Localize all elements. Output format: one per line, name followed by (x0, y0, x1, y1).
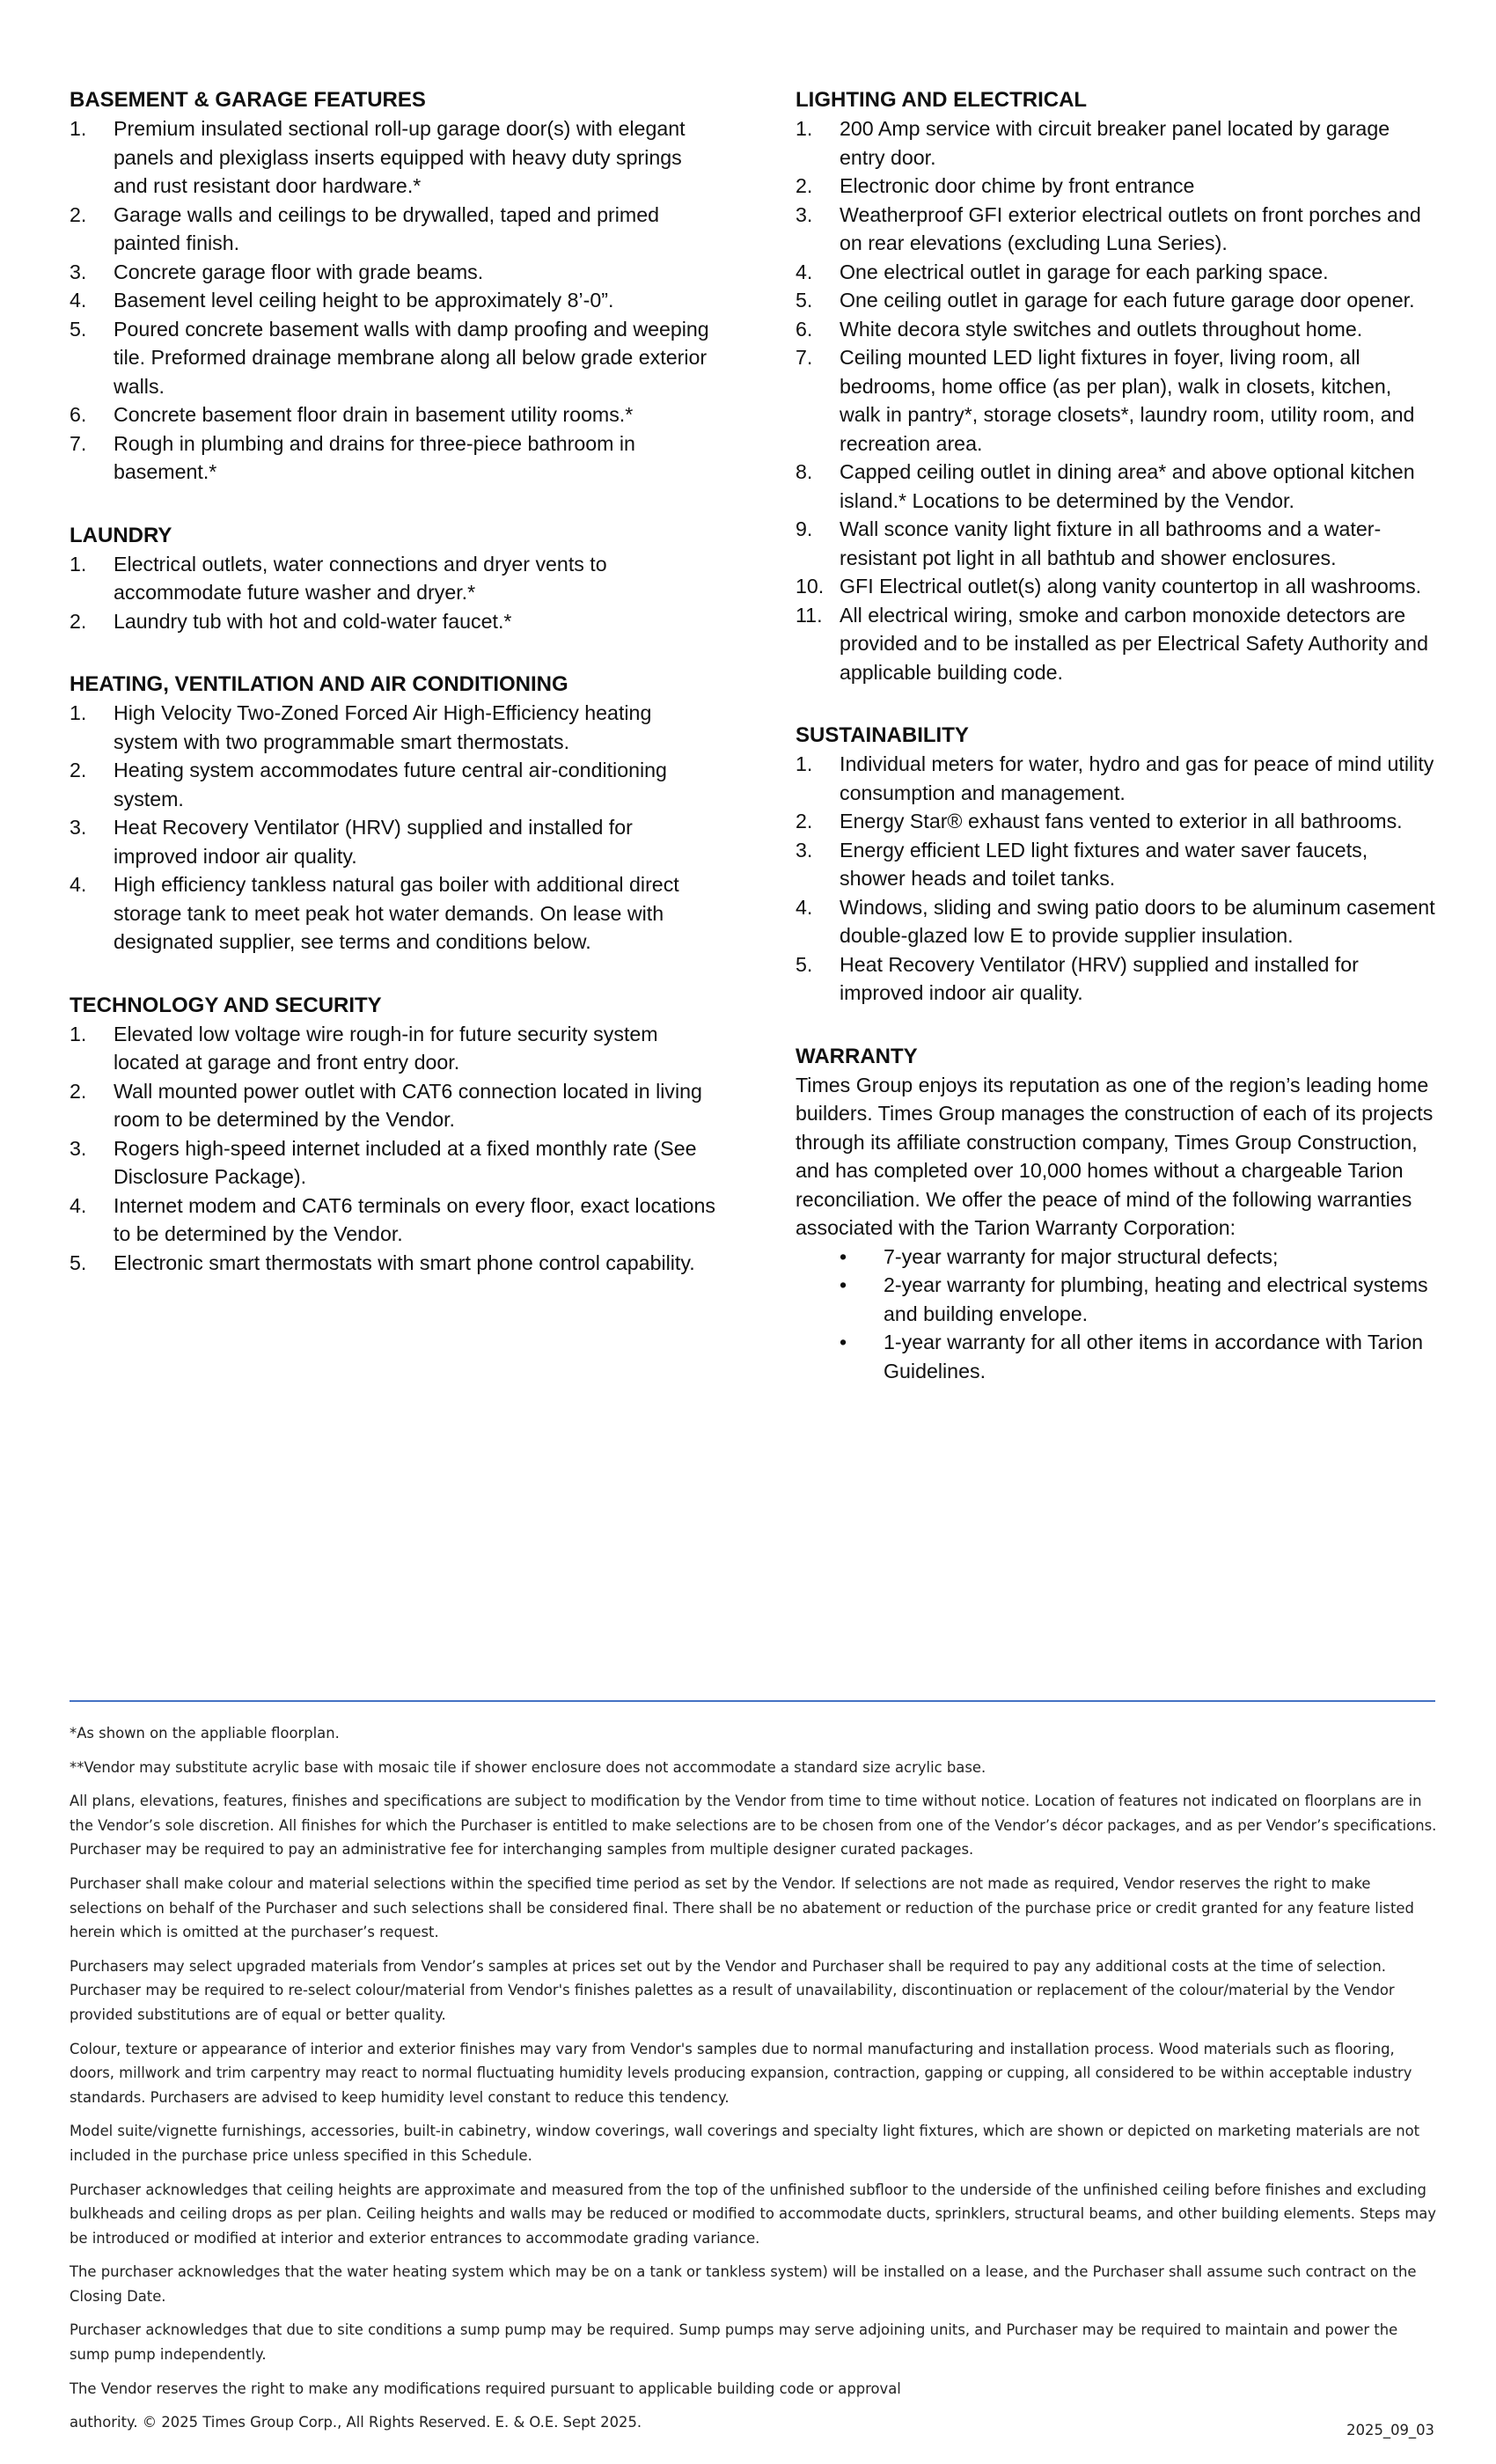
right-column (796, 86, 1438, 1420)
list-item (796, 750, 1438, 807)
list-item (796, 343, 1438, 458)
bullet-text: 7-year warranty for major structural defects; (884, 1244, 1279, 1268)
list-item (796, 807, 1438, 836)
item-number: 2. (70, 609, 87, 633)
section-title: LIGHTING AND ELECTRICAL (796, 88, 1088, 112)
item-number: 5. (796, 289, 813, 312)
item-text: Energy Star® exhaust fans vented to exterior in all bathrooms. (840, 810, 1403, 832)
item-text: Ceiling mounted LED light fixtures in foyer, living room, all bedrooms, home office (as per plan), walk in closets, kitchen, walk in pantry*, storage closets*, laundry room, utility room, and recreation area. (840, 346, 1415, 455)
item-text: Capped ceiling outlet in dining area* and above optional kitchen island.* Locations to be determined by the Vendor. (840, 460, 1415, 512)
item-number: 4. (70, 289, 87, 312)
list-item (70, 286, 721, 315)
item-text: Weatherproof GFI exterior electrical outlets on front porches and on rear elevations (excluding Luna Series). (840, 202, 1421, 254)
bullet-marker: • (840, 1273, 847, 1296)
item-number: 6. (70, 403, 87, 426)
item-text: Rough in plumbing and drains for three-piece bathroom in basement.* (114, 431, 635, 483)
item-text: Wall mounted power outlet with CAT6 connection located in living room to be determined by the Vendor. (114, 1079, 702, 1131)
list-item (796, 893, 1438, 950)
list-item (796, 315, 1438, 344)
left-column (70, 86, 721, 1312)
list-item (70, 813, 721, 870)
list-item (70, 870, 721, 957)
warranty-bullet (840, 1271, 1438, 1328)
item-text: 200 Amp service with circuit breaker panel located by garage entry door. (840, 117, 1390, 169)
item-text: Heat Recovery Ventilator (HRV) supplied and installed for improved indoor air quality. (840, 952, 1359, 1004)
item-number: 3. (70, 816, 87, 839)
feature-list (796, 750, 1438, 1008)
item-number: 5. (796, 952, 813, 976)
feature-section (70, 86, 721, 487)
list-item (796, 950, 1438, 1008)
list-item (796, 572, 1438, 601)
item-number: 3. (70, 1136, 87, 1160)
item-text: Energy efficient LED light fixtures and water saver faucets, shower heads and toilet tanks. (840, 838, 1368, 890)
footnote-paragraph: Purchaser acknowledges that due to site conditions a sump pump may be required. Sump pumps may serve adjoining units, and Purchaser may be required to maintain and power the sump pump independently. (70, 2321, 1398, 2364)
list-item (70, 429, 721, 487)
list-item (796, 172, 1438, 201)
item-number: 1. (796, 117, 813, 140)
list-item (796, 258, 1438, 287)
feature-section (70, 992, 721, 1278)
item-number: 1. (70, 117, 87, 140)
item-text: GFI Electrical outlet(s) along vanity countertop in all washrooms. (840, 575, 1422, 598)
item-text: High Velocity Two-Zoned Forced Air High-Efficiency heating system with two programmable smart thermostats. (114, 701, 652, 753)
footnote-paragraph: Model suite/vignette furnishings, accessories, built-in cabinetry, window coverings, wall coverings and specialty light fixtures, which are shown or depicted on marketing materials are not included in the purchase price unless specified in this Schedule. (70, 2123, 1420, 2164)
footnotes (70, 1721, 1438, 2445)
item-number: 7. (796, 346, 813, 369)
bullet-text: 1-year warranty for all other items in accordance with Tarion Guidelines. (884, 1331, 1424, 1382)
footnote-paragraph: authority. © 2025 Times Group Corp., All Rights Reserved. E. & O.E. Sept 2025. (70, 2414, 642, 2431)
item-number: 7. (70, 431, 87, 455)
section-title: HEATING, VENTILATION AND AIR CONDITIONING (70, 672, 568, 696)
feature-section (70, 522, 721, 636)
footnote-paragraph: The purchaser acknowledges that the water heating system which may be on a tank or tankless system) will be installed on a lease, and the Purchaser shall assume such contract on the Closing Date. (70, 2263, 1417, 2305)
item-text: Electrical outlets, water connections and dryer vents to accommodate future washer and dryer.* (114, 552, 607, 604)
item-number: 5. (70, 317, 87, 341)
footnote-paragraph: The Vendor reserves the right to make any modifications required pursuant to applicable building code or approval (70, 2380, 901, 2397)
item-text: Concrete basement floor drain in basement utility rooms.* (114, 403, 634, 426)
section-title: SUSTAINABILITY (796, 723, 969, 747)
list-item (70, 1249, 721, 1278)
feature-section (796, 86, 1438, 686)
section-title: WARRANTY (796, 1044, 918, 1068)
item-text: Electronic door chime by front entrance (840, 174, 1195, 197)
item-number: 4. (70, 1193, 87, 1217)
item-number: 4. (70, 873, 87, 896)
item-text: Internet modem and CAT6 terminals on every floor, exact locations to be determined by the Vendor. (114, 1193, 715, 1245)
item-number: 3. (796, 202, 813, 226)
item-number: 2. (70, 759, 87, 781)
item-number: 1. (70, 1022, 87, 1045)
item-text: One ceiling outlet in garage for each future garage door opener. (840, 289, 1415, 312)
section-title: BASEMENT & GARAGE FEATURES (70, 88, 426, 112)
item-number: 10. (796, 575, 825, 598)
list-item (70, 607, 721, 636)
item-number: 5. (70, 1250, 87, 1274)
item-text: Garage walls and ceilings to be drywalled, taped and primed painted finish. (114, 202, 659, 254)
item-text: Poured concrete basement walls with damp proofing and weeping tile. Preformed drainage membrane along all below grade exterior walls. (114, 317, 709, 398)
feature-section (796, 722, 1438, 1008)
footnote-paragraph: **Vendor may substitute acrylic base with mosaic tile if shower enclosure does not accommodate a standard size acrylic base. (70, 1758, 986, 1776)
feature-list (70, 699, 721, 957)
section-title: LAUNDRY (70, 523, 172, 547)
item-number: 3. (796, 838, 813, 862)
warranty-list (796, 1243, 1438, 1386)
list-item (70, 1192, 721, 1249)
footnote-paragraph: Purchaser acknowledges that ceiling heights are approximate and measured from the top of the unfinished subfloor to the underside of the unfinished ceiling before finishes and excluding bulkheads and ceiling drops as per plan. Ceiling heights and walls may be reduced or modified to accommodate ducts, sprinklers, structural beams, and other building elements. Steps may be introduced or modified at interior and exterior entrances to accommodate grading variance. (70, 2181, 1436, 2247)
item-number: 2. (70, 1079, 87, 1103)
item-text: Wall sconce vanity light fixture in all bathrooms and a water-resistant pot light in all bathtub and shower enclosures. (840, 517, 1382, 569)
footnote-paragraph: Colour, texture or appearance of interior and exterior finishes may vary from Vendor's samples due to normal manufacturing and installation process. Wood materials such as flooring, doors, millwork and trim carpentry may react to normal fluctuating humidity levels producing expansion, contraction, gapping or cupping, all considered to be within acceptable industry standards. Purchasers are advised to keep humidity level constant to reduce this tendency. (70, 2040, 1412, 2106)
item-text: Laundry tub with hot and cold-water faucet.* (114, 609, 512, 633)
item-number: 6. (796, 317, 813, 341)
list-item (70, 699, 721, 756)
bullet-marker: • (840, 1244, 847, 1268)
list-item (796, 515, 1438, 572)
item-text: Individual meters for water, hydro and gas for peace of mind utility consumption and management. (840, 752, 1434, 804)
list-item (70, 114, 721, 201)
item-text: Rogers high-speed internet included at a fixed monthly rate (See Disclosure Package). (114, 1136, 697, 1188)
list-item (796, 836, 1438, 893)
list-item (70, 1077, 721, 1134)
item-text: Heat Recovery Ventilator (HRV) supplied and installed for improved indoor air quality. (114, 816, 633, 868)
warranty-bullet (840, 1243, 1438, 1272)
item-text: One electrical outlet in garage for each parking space. (840, 260, 1329, 283)
item-number: 1. (796, 752, 813, 775)
list-item (796, 458, 1438, 515)
bullet-text: 2-year warranty for plumbing, heating and electrical systems and building envelope. (884, 1273, 1428, 1325)
list-item (70, 1134, 721, 1192)
list-item (70, 400, 721, 429)
bullet-marker: • (840, 1331, 847, 1353)
list-item (70, 756, 721, 813)
item-text: Concrete garage floor with grade beams. (114, 260, 484, 283)
footnote-paragraph: All plans, elevations, features, finishes and specifications are subject to modification by the Vendor from time to time without notice. Location of features not indicated on floorplans are in the Vendor’s sole discretion. All finishes for which the Purchaser is entitled to make selections are to be chosen from one of the Vendor’s décor packages, and as per Vendor’s specifications. Purchaser may be required to pay an administrative fee for interchanging samples from multiple designer curated packages. (70, 1793, 1437, 1859)
list-item (796, 286, 1438, 315)
section-title: TECHNOLOGY AND SECURITY (70, 993, 382, 1017)
warranty-bullet (840, 1328, 1438, 1385)
item-text: All electrical wiring, smoke and carbon monoxide detectors are provided and to be installed as per Electrical Safety Authority and applicable building code. (840, 603, 1428, 684)
feature-list (796, 114, 1438, 686)
feature-list (70, 550, 721, 636)
list-item (70, 315, 721, 401)
list-item (70, 258, 721, 287)
footnote-paragraph: Purchaser shall make colour and material selections within the specified time period as set by the Vendor. If selections are not made as required, Vendor reserves the right to make selections on behalf of the Purchaser and such selections shall be considered final. There shall be no abatement or reduction of the purchase price or credit granted for any feature listed herein which is omitted at the purchaser’s request. (70, 1874, 1414, 1941)
warranty-paragraph: Times Group enjoys its reputation as one of the region’s leading home builders. Times Group manages the construction of each of its projects through its affiliate construction company, Times Group Construction, and has completed over 10,000 homes without a chargeable Tarion reconciliation. We offer the peace of mind of the following warranties associated with the Tarion Warranty Corporation: (796, 1073, 1434, 1239)
item-number: 9. (796, 517, 813, 540)
item-text: Windows, sliding and swing patio doors to be aluminum casement double-glazed low E to provide supplier insulation. (840, 895, 1435, 947)
feature-list (70, 114, 721, 487)
warranty-section (796, 1043, 1438, 1386)
footnote-paragraph: *As shown on the appliable floorplan. (70, 1725, 340, 1742)
list-item (70, 550, 721, 607)
item-number: 3. (70, 260, 87, 283)
item-number: 2. (70, 202, 87, 226)
document-code: 2025_09_03 (1346, 2422, 1434, 2438)
item-text: High efficiency tankless natural gas boiler with additional direct storage tank to meet peak hot water demands. On lease with designated supplier, see terms and conditions below. (114, 873, 679, 953)
feature-list (70, 1020, 721, 1278)
list-item (796, 114, 1438, 172)
list-item (796, 201, 1438, 258)
item-number: 2. (796, 174, 813, 197)
item-number: 8. (796, 460, 813, 483)
item-number: 2. (796, 810, 813, 832)
item-number: 1. (70, 701, 87, 724)
item-text: White decora style switches and outlets throughout home. (840, 317, 1363, 341)
feature-section (70, 671, 721, 957)
item-number: 1. (70, 552, 87, 576)
item-number: 4. (796, 895, 813, 919)
footnote-paragraph: Purchasers may select upgraded materials from Vendor’s samples at prices set out by the Vendor and Purchaser shall be required to pay any additional costs at the time of selection. Purchaser may be required to re-select colour/material from Vendor's finishes palettes as a result of unavailability, discontinuation or replacement of the colour/material by the Vendor provided substitutions are of equal or better quality. (70, 1957, 1395, 2023)
list-item (796, 601, 1438, 687)
item-text: Elevated low voltage wire rough-in for future security system located at garage and front entry door. (114, 1022, 658, 1074)
list-item (70, 201, 721, 258)
item-text: Premium insulated sectional roll-up garage door(s) with elegant panels and plexiglass inserts equipped with heavy duty springs and rust resistant door hardware.* (114, 117, 686, 197)
item-text: Basement level ceiling height to be approximately 8’-0”. (114, 289, 614, 312)
list-item (70, 1020, 721, 1077)
item-text: Heating system accommodates future central air-conditioning system. (114, 759, 667, 810)
footnote-divider (70, 1700, 1435, 1702)
item-text: Electronic smart thermostats with smart phone control capability. (114, 1250, 695, 1274)
item-number: 11. (796, 603, 823, 627)
item-number: 4. (796, 260, 813, 283)
